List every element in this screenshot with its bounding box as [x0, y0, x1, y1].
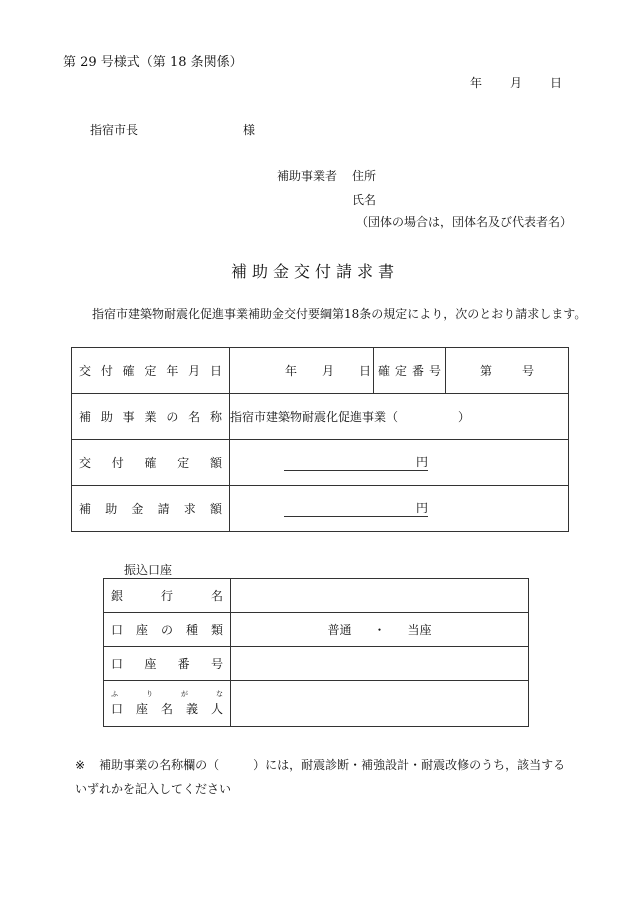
furigana-char: な: [216, 690, 223, 698]
table-row: [104, 681, 529, 727]
table-row: [72, 486, 569, 532]
table-row: [104, 613, 529, 647]
requested-amount-label: [72, 486, 230, 532]
project-name-label: [72, 394, 230, 440]
label-char: の: [166, 410, 179, 424]
label-char: 名: [210, 589, 223, 603]
day-label: 日: [358, 364, 371, 378]
account-type-current[interactable]: 当座: [407, 623, 432, 637]
table-row: [104, 647, 529, 681]
account-holder-field[interactable]: [231, 681, 529, 727]
account-type-ordinary[interactable]: 普通: [327, 623, 352, 637]
label-char: 種: [185, 623, 198, 637]
label-char: 人: [210, 702, 223, 716]
label-char: 口: [111, 623, 124, 637]
label-char: 補: [79, 502, 92, 516]
label-char: 類: [210, 623, 223, 637]
label-char: 称: [209, 410, 222, 424]
label-char: 号: [210, 657, 223, 671]
grant-confirmation-date-label: [72, 348, 230, 394]
request-table: [71, 347, 569, 532]
date-month-label: 月: [509, 76, 522, 90]
label-char: 名: [188, 410, 201, 424]
yen-unit: 円: [415, 500, 428, 515]
label-char: 額: [209, 502, 222, 516]
note-suffix: ）には，耐震診断・補強設計・耐震改修のうち，該当する: [253, 758, 566, 772]
label-char: 求: [183, 502, 196, 516]
label-char: 定: [394, 364, 407, 378]
year-label: 年: [285, 364, 298, 378]
applicant-name-label: 氏名: [352, 193, 377, 207]
label-char: 業: [144, 410, 157, 424]
note-line-1: [75, 756, 565, 773]
label-char: 座: [135, 623, 148, 637]
date-day-label: 日: [549, 76, 562, 90]
label-char: 義: [185, 702, 198, 716]
table-row: [72, 440, 569, 486]
label-char: 請: [157, 502, 170, 516]
confirmed-amount-field[interactable]: [230, 440, 569, 486]
account-type-label: [104, 613, 231, 647]
account-type-separator: ・: [373, 623, 386, 637]
requested-amount-field[interactable]: [230, 486, 569, 532]
label-char: 番: [177, 657, 190, 671]
applicant-group-note: （団体の場合は，団体名及び代表者名）: [356, 215, 573, 229]
account-holder-label: [104, 681, 231, 727]
table-row: [104, 579, 529, 613]
label-char: 名: [160, 702, 173, 716]
bank-account-heading: 振込口座: [124, 563, 173, 577]
account-number-label: [104, 647, 231, 681]
month-label: 月: [321, 364, 334, 378]
confirmed-amount-label: [72, 440, 230, 486]
form-number: 第 29 号様式（第 18 条関係）: [63, 55, 243, 70]
note-mark: ※: [75, 758, 86, 772]
grant-confirmation-date-field[interactable]: [230, 348, 374, 394]
confirmation-number-field[interactable]: [446, 348, 569, 394]
label-char: 行: [160, 589, 173, 603]
label-char: 座: [144, 657, 157, 671]
project-name-field[interactable]: [230, 394, 569, 440]
yen-unit: 円: [415, 454, 428, 469]
label-char: 補: [79, 410, 92, 424]
number-prefix: 第: [480, 364, 493, 378]
note-prefix: 補助事業の名称欄の（: [99, 758, 220, 772]
label-char: 番: [411, 364, 424, 378]
label-char: 交: [79, 364, 92, 378]
label-char: 付: [100, 364, 113, 378]
label-char: 確: [144, 456, 157, 470]
submission-date: [470, 74, 562, 91]
label-char: 事: [122, 410, 135, 424]
label-char: 確: [378, 364, 391, 378]
label-char: 月: [188, 364, 201, 378]
date-year-label: 年: [470, 76, 483, 90]
body-text: 指宿市建築物耐震化促進事業補助金交付要綱第18条の規定により，次のとおり請求します。: [92, 307, 587, 321]
project-name-suffix: ）: [458, 410, 471, 424]
label-char: 日: [209, 364, 222, 378]
table-row: [72, 394, 569, 440]
bank-name-label: [104, 579, 231, 613]
number-suffix: 号: [521, 364, 534, 378]
label-char: 座: [135, 702, 148, 716]
applicant-role-label: 補助事業者: [277, 169, 338, 183]
table-row: [72, 348, 569, 394]
label-char: 額: [209, 456, 222, 470]
page-title: 補助金交付請求書: [230, 262, 399, 281]
label-char: 定: [144, 364, 157, 378]
label-char: 金: [131, 502, 144, 516]
bank-name-field[interactable]: [231, 579, 529, 613]
label-char: 口: [111, 657, 124, 671]
label-char: 定: [177, 456, 190, 470]
confirmation-number-label: [374, 348, 446, 394]
note-line-2: いずれかを記入してください: [75, 782, 232, 796]
label-char: 号: [428, 364, 441, 378]
applicant-address-label: 住所: [352, 169, 377, 183]
project-name-prefix: 指宿市建築物耐震化促進事業（: [230, 410, 399, 424]
label-char: 確: [122, 364, 135, 378]
bank-account-table: [103, 578, 529, 727]
label-char: 付: [111, 456, 124, 470]
honorific: 様: [243, 123, 256, 137]
label-char: 銀: [111, 589, 124, 603]
account-type-field: [231, 613, 529, 647]
label-char: 助: [100, 410, 113, 424]
label-char: 口: [111, 702, 124, 716]
label-char: 交: [79, 456, 92, 470]
label-char: 助: [105, 502, 118, 516]
label-char: 年: [166, 364, 179, 378]
account-number-field[interactable]: [231, 647, 529, 681]
furigana-char: が: [181, 690, 188, 698]
furigana-char: ふ: [111, 690, 118, 698]
addressee: 指宿市長: [90, 123, 139, 137]
label-char: の: [160, 623, 173, 637]
furigana-char: り: [146, 690, 153, 698]
